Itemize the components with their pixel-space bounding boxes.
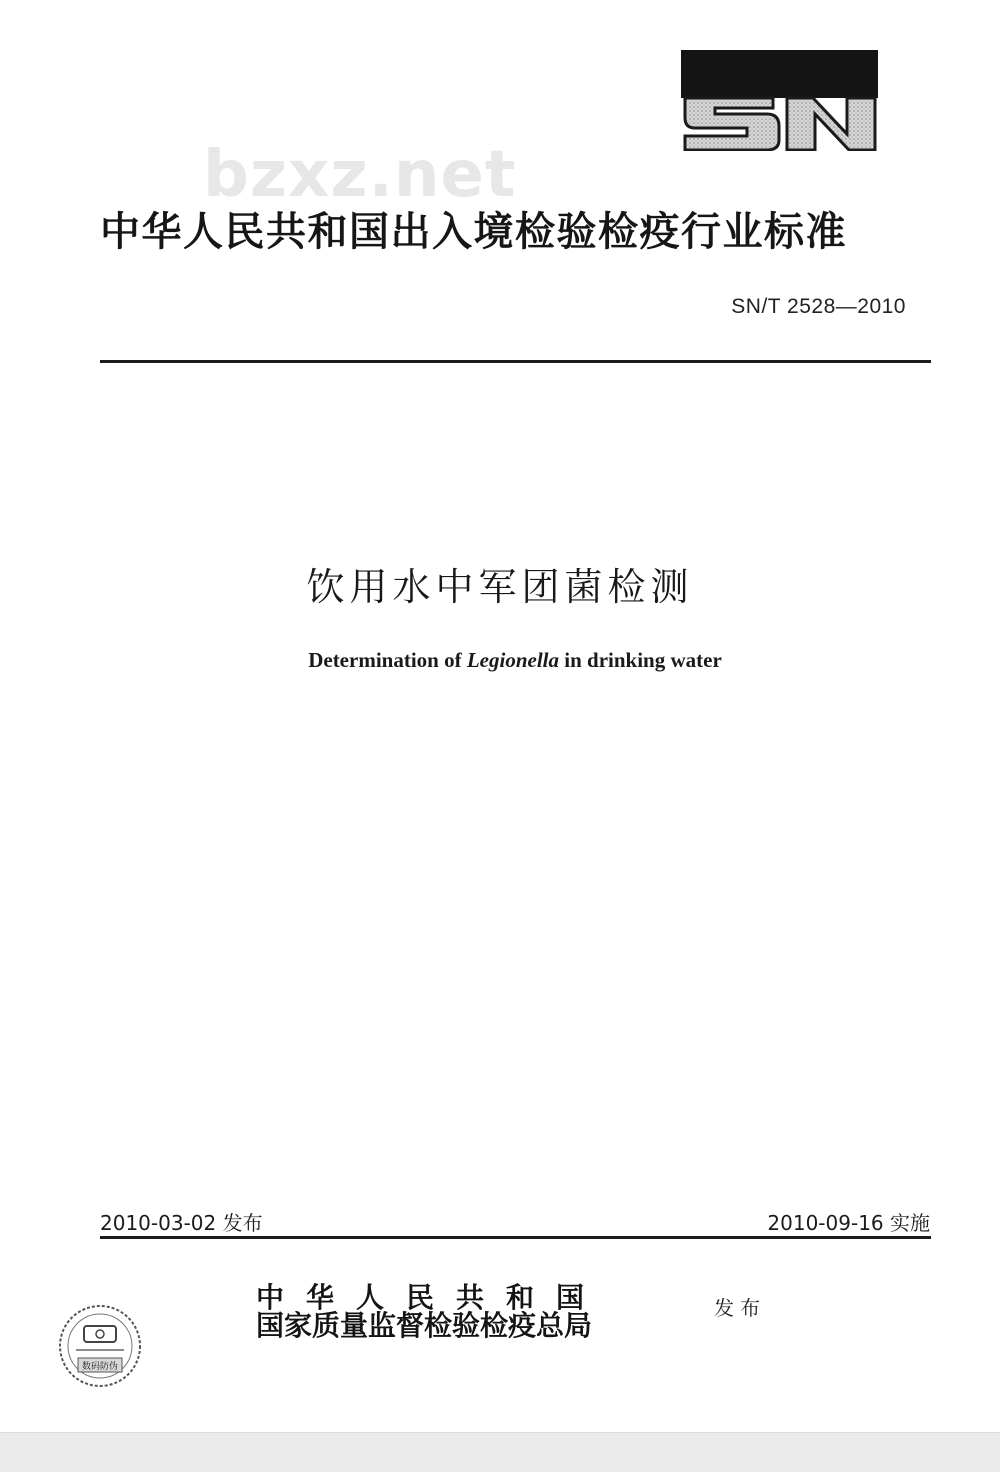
seal-label: 数码防伪 xyxy=(81,1362,119,1372)
implementation-date: 2010-09-16 实施 xyxy=(767,1211,930,1235)
issuer-line-1: 中华人民共和国 xyxy=(256,1281,607,1314)
title-english-prefix: Determination of xyxy=(308,648,467,672)
issuer-action: 发布 xyxy=(714,1296,766,1320)
standard-category-title: 中华人民共和国出入境检验检疫行业标准 xyxy=(100,209,847,255)
standard-number: SN/T 2528—2010 xyxy=(731,295,906,318)
issue-date: 2010-03-02 发布 xyxy=(100,1211,263,1235)
watermark-text: bzxz.net xyxy=(203,138,517,212)
issuer-line-2: 国家质量监督检验检疫总局 xyxy=(256,1309,593,1342)
footer-band xyxy=(0,1432,1000,1472)
document-title-chinese: 饮用水中军团菌检测 xyxy=(306,565,694,609)
title-english-suffix: in drinking water xyxy=(559,648,722,672)
seal-graphic xyxy=(56,1302,144,1390)
anti-counterfeit-seal xyxy=(56,1302,144,1390)
top-divider xyxy=(100,360,931,363)
document-title-english xyxy=(0,648,1000,673)
sn-logo-letters xyxy=(681,50,878,151)
sn-logo xyxy=(681,50,878,151)
title-english-italic: Legionella xyxy=(466,648,559,672)
bottom-divider xyxy=(100,1236,931,1239)
